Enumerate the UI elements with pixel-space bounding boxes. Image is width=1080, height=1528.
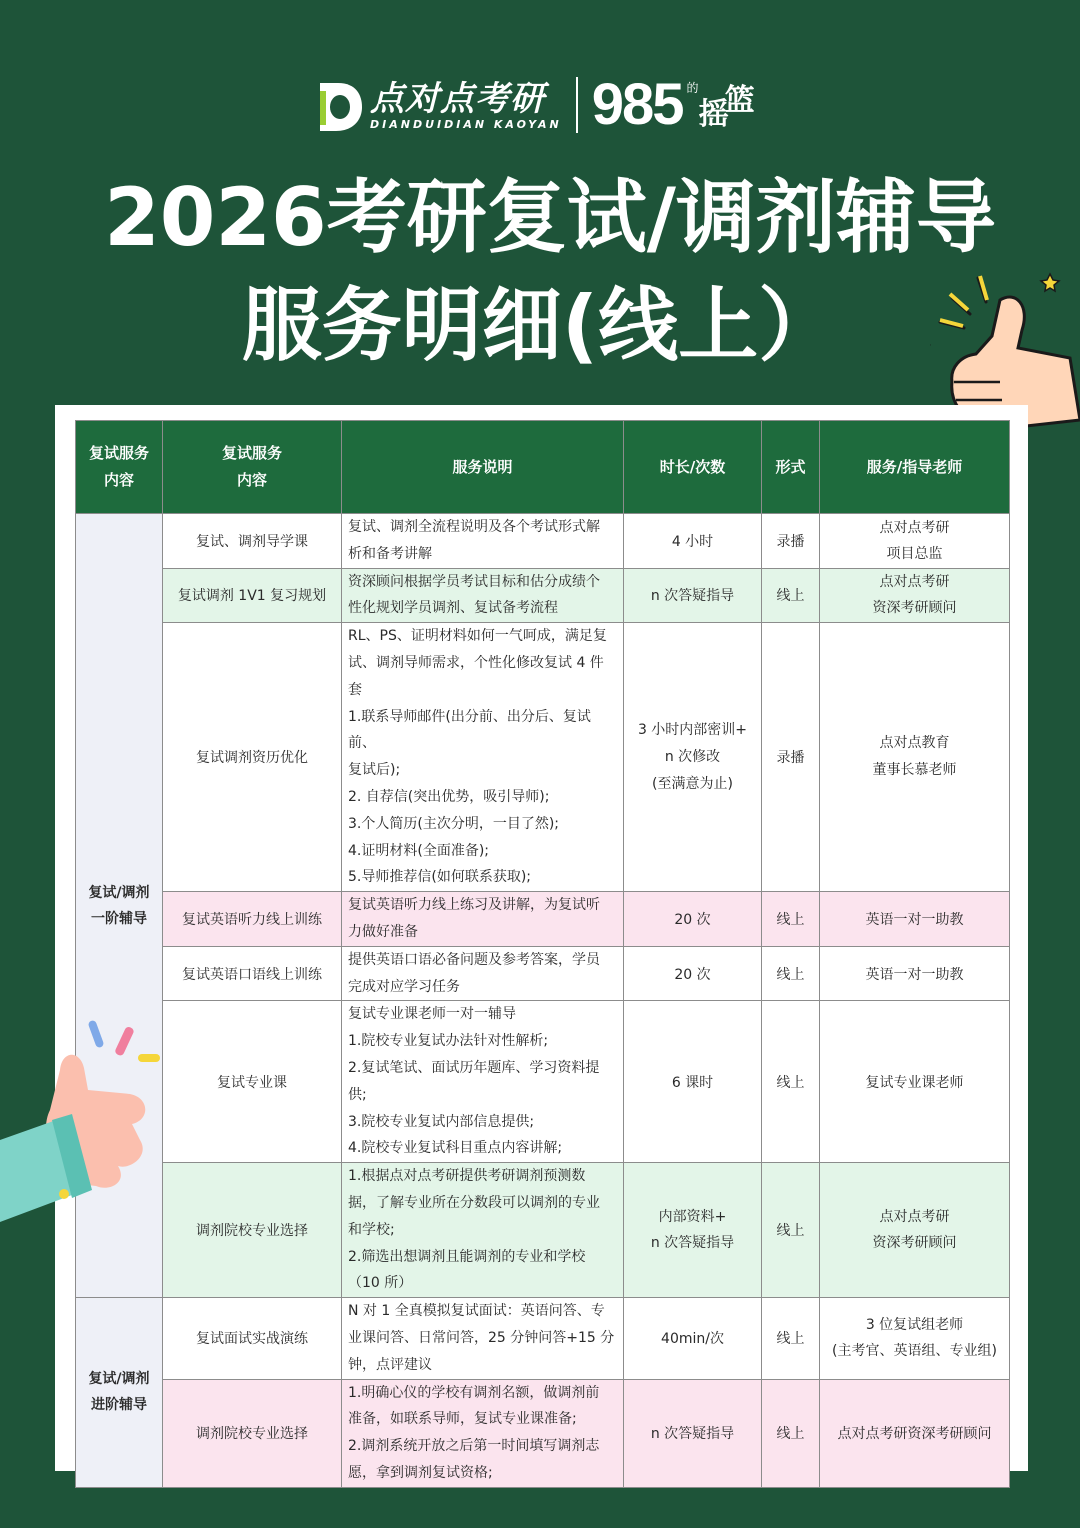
item-name: 复试调剂 1V1 复习规划 bbox=[163, 568, 342, 623]
partner-text bbox=[687, 75, 755, 135]
item-form: 线上 bbox=[762, 946, 820, 1001]
item-name: 复试专业课 bbox=[163, 1001, 342, 1163]
item-form: 线上 bbox=[762, 1379, 820, 1487]
item-duration: n 次答疑指导 bbox=[624, 1379, 762, 1487]
thumbs-up-icon bbox=[0, 1010, 170, 1229]
item-duration: 4 小时 bbox=[624, 514, 762, 569]
item-duration: 20 次 bbox=[624, 946, 762, 1001]
item-duration: 6 课时 bbox=[624, 1001, 762, 1163]
header-desc: 服务说明 bbox=[342, 421, 624, 514]
table-row bbox=[76, 1001, 1010, 1163]
header-duration: 时长/次数 bbox=[624, 421, 762, 514]
item-teacher: 3 位复试组老师 (主考官、英语组、专业组) bbox=[820, 1298, 1010, 1379]
header-item: 复试服务 内容 bbox=[163, 421, 342, 514]
item-name: 调剂院校专业选择 bbox=[163, 1379, 342, 1487]
item-desc: 1.根据点对点考研提供考研调剂预测数 据，了解专业所在分数段可以调剂的专业 和学校; 2.筛选出想调剂且能调剂的专业和学校 （10 所） bbox=[342, 1163, 624, 1298]
item-teacher: 点对点教育 董事长慕老师 bbox=[820, 623, 1010, 892]
brand-name-en: DIANDUIDIAN KAOYAN bbox=[370, 117, 562, 131]
item-teacher: 英语一对一助教 bbox=[820, 892, 1010, 947]
group-label: 复试/调剂 一阶辅导 bbox=[76, 514, 163, 1298]
item-teacher: 复试专业课老师 bbox=[820, 1001, 1010, 1163]
table-row bbox=[76, 946, 1010, 1001]
item-name: 复试面试实战演练 bbox=[163, 1298, 342, 1379]
item-name: 复试调剂资历优化 bbox=[163, 623, 342, 892]
page-title-line1: 2026考研复试/调剂辅导 bbox=[104, 171, 996, 264]
table-row bbox=[76, 892, 1010, 947]
item-teacher: 点对点考研资深考研顾问 bbox=[820, 1379, 1010, 1487]
item-form: 线上 bbox=[762, 1298, 820, 1379]
table-row bbox=[76, 1163, 1010, 1298]
item-form: 线上 bbox=[762, 568, 820, 623]
brand-name-cn: 点对点考研 bbox=[370, 78, 545, 119]
brand-logo bbox=[312, 70, 755, 140]
item-desc: 资深顾问根据学员考试目标和估分成绩个 性化规划学员调剂、复试备考流程 bbox=[342, 568, 624, 623]
item-desc: 提供英语口语必备问题及参考答案，学员 完成对应学习任务 bbox=[342, 946, 624, 1001]
group-label: 复试/调剂 进阶辅导 bbox=[76, 1298, 163, 1488]
item-teacher: 英语一对一助教 bbox=[820, 946, 1010, 1001]
table-row bbox=[76, 514, 1010, 569]
logo-divider bbox=[576, 77, 578, 133]
item-duration: n 次答疑指导 bbox=[624, 568, 762, 623]
item-duration: 20 次 bbox=[624, 892, 762, 947]
table-row bbox=[76, 568, 1010, 623]
table-row bbox=[76, 1379, 1010, 1487]
item-desc: RL、PS、证明材料如何一气呵成，满足复 试、调剂导师需求，个性化修改复试 4 件 套 1.联系导师邮件(出分前、出分后、复试前、 复试后); 2. 自荐信(突出优势，吸引导师); 3.个人简历(主次分明，一目了然); 4.证明材料(全面准备); 5.导师推荐信(如何联系获取); bbox=[342, 623, 624, 892]
item-name: 复试英语听力线上训练 bbox=[163, 892, 342, 947]
item-desc: N 对 1 全真模拟复试面试：英语问答、专 业课问答、日常问答，25 分钟问答+15 分 钟，点评建议 bbox=[342, 1298, 624, 1379]
logo-icon bbox=[312, 77, 364, 133]
item-form: 录播 bbox=[762, 514, 820, 569]
partner-number: 985 bbox=[591, 72, 683, 137]
table-row bbox=[76, 623, 1010, 892]
item-form: 录播 bbox=[762, 623, 820, 892]
partner-char-1: 摇 bbox=[698, 97, 729, 132]
header-category: 复试服务 内容 bbox=[76, 421, 163, 514]
item-desc: 复试、调剂全流程说明及各个考试形式解 析和备考讲解 bbox=[342, 514, 624, 569]
service-table bbox=[75, 420, 1010, 1488]
item-form: 线上 bbox=[762, 1163, 820, 1298]
table-header-row bbox=[76, 421, 1010, 514]
page-header bbox=[0, 0, 1080, 400]
header-form: 形式 bbox=[762, 421, 820, 514]
item-desc: 复试专业课老师一对一辅导 1.院校专业复试办法针对性解析; 2.复试笔试、面试历年题库、学习资料提 供; 3.院校专业复试内部信息提供; 4.院校专业复试科目重点内容讲解; bbox=[342, 1001, 624, 1163]
header-teacher: 服务/指导老师 bbox=[820, 421, 1010, 514]
item-desc: 1.明确心仪的学校有调剂名额，做调剂前 准备，如联系导师，复试专业课准备; 2.调剂系统开放之后第一时间填写调剂志 愿，拿到调剂复试资格; bbox=[342, 1379, 624, 1487]
item-duration: 3 小时内部密训+ n 次修改 (至满意为止) bbox=[624, 623, 762, 892]
item-duration: 内部资料+ n 次答疑指导 bbox=[624, 1163, 762, 1298]
table-row bbox=[76, 1298, 1010, 1379]
item-teacher: 点对点考研 资深考研顾问 bbox=[820, 568, 1010, 623]
item-form: 线上 bbox=[762, 1001, 820, 1163]
item-form: 线上 bbox=[762, 892, 820, 947]
partner-small-char: 的 bbox=[686, 81, 699, 95]
item-name: 复试、调剂导学课 bbox=[163, 514, 342, 569]
page-title-line2: 服务明细(线上） bbox=[241, 279, 839, 372]
item-name: 调剂院校专业选择 bbox=[163, 1163, 342, 1298]
item-teacher: 点对点考研 资深考研顾问 bbox=[820, 1163, 1010, 1298]
item-teacher: 点对点考研 项目总监 bbox=[820, 514, 1010, 569]
partner-char-2: 篮 bbox=[724, 83, 755, 118]
item-duration: 40min/次 bbox=[624, 1298, 762, 1379]
item-desc: 复试英语听力线上练习及讲解，为复试听 力做好准备 bbox=[342, 892, 624, 947]
item-name: 复试英语口语线上训练 bbox=[163, 946, 342, 1001]
